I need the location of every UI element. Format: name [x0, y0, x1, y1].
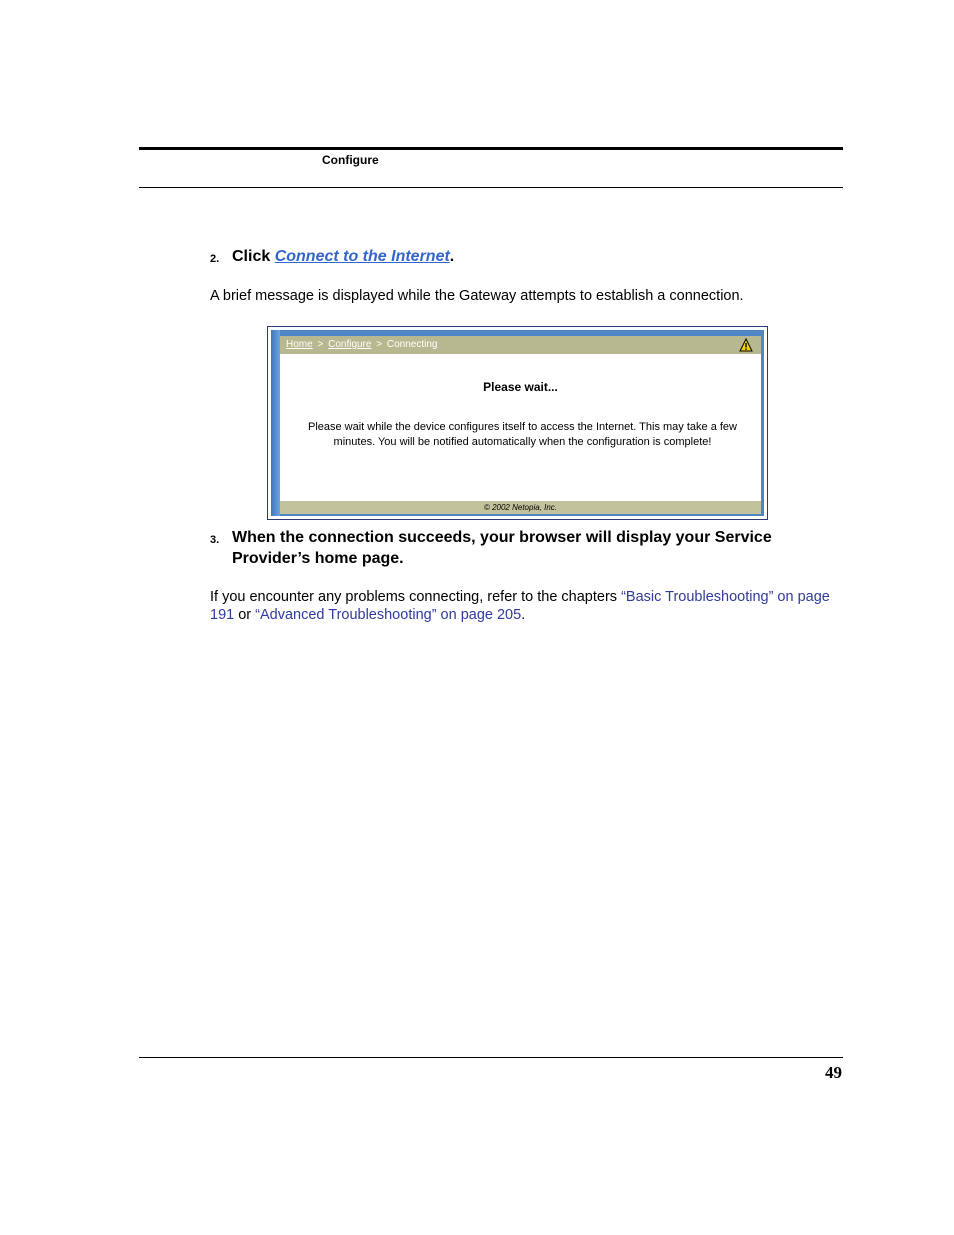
connecting-screenshot [267, 326, 768, 520]
connect-to-internet-link[interactable]: Connect to the Internet [274, 248, 450, 265]
footer-rule [139, 1057, 843, 1058]
screenshot-copyright: © 2002 Netopia, Inc. [280, 501, 761, 514]
screenshot-content [280, 336, 761, 514]
breadcrumb-connecting: Connecting [386, 339, 438, 350]
warning-triangle-icon [739, 338, 753, 352]
please-wait-message: Please wait while the device configures itself to access the Internet. This may take a few minutes. You will be notified automatically when the configuration is complete! [307, 421, 737, 448]
breadcrumb-separator: > [317, 339, 324, 350]
screenshot-frame [271, 330, 764, 516]
step-3 [210, 527, 830, 569]
breadcrumb-configure[interactable]: Configure [328, 339, 372, 350]
step-2 [210, 246, 454, 267]
paragraph-brief-message: A brief message is displayed while the Gateway attempts to establish a connection. [210, 288, 744, 304]
step-text: When the connection succeeds, your browser will display your Service Provider’s home page. [232, 529, 772, 567]
step-number: 3. [210, 534, 220, 546]
para-text: . [521, 607, 526, 623]
step-number: 2. [210, 253, 220, 265]
paragraph-troubleshooting [210, 588, 830, 624]
screenshot-breadcrumb [280, 336, 761, 354]
header-divider [139, 187, 843, 188]
basic-troubleshooting-link[interactable]: “Basic Troubleshooting” on page 191 [210, 589, 830, 623]
breadcrumb-separator: > [376, 339, 383, 350]
page-number: 49 [825, 1063, 842, 1082]
running-head: Configure [322, 153, 379, 167]
step-suffix: . [449, 248, 455, 265]
header-rule [139, 147, 843, 150]
para-text: or [234, 607, 256, 623]
screenshot-sidebar [271, 330, 280, 516]
breadcrumb-home[interactable]: Home [286, 339, 313, 350]
step-prefix: Click [232, 248, 275, 265]
please-wait-title: Please wait... [483, 380, 558, 394]
para-text: If you encounter any problems connecting, refer to the chapters [210, 589, 622, 605]
advanced-troubleshooting-link[interactable]: “Advanced Troubleshooting” on page 205 [255, 607, 522, 623]
